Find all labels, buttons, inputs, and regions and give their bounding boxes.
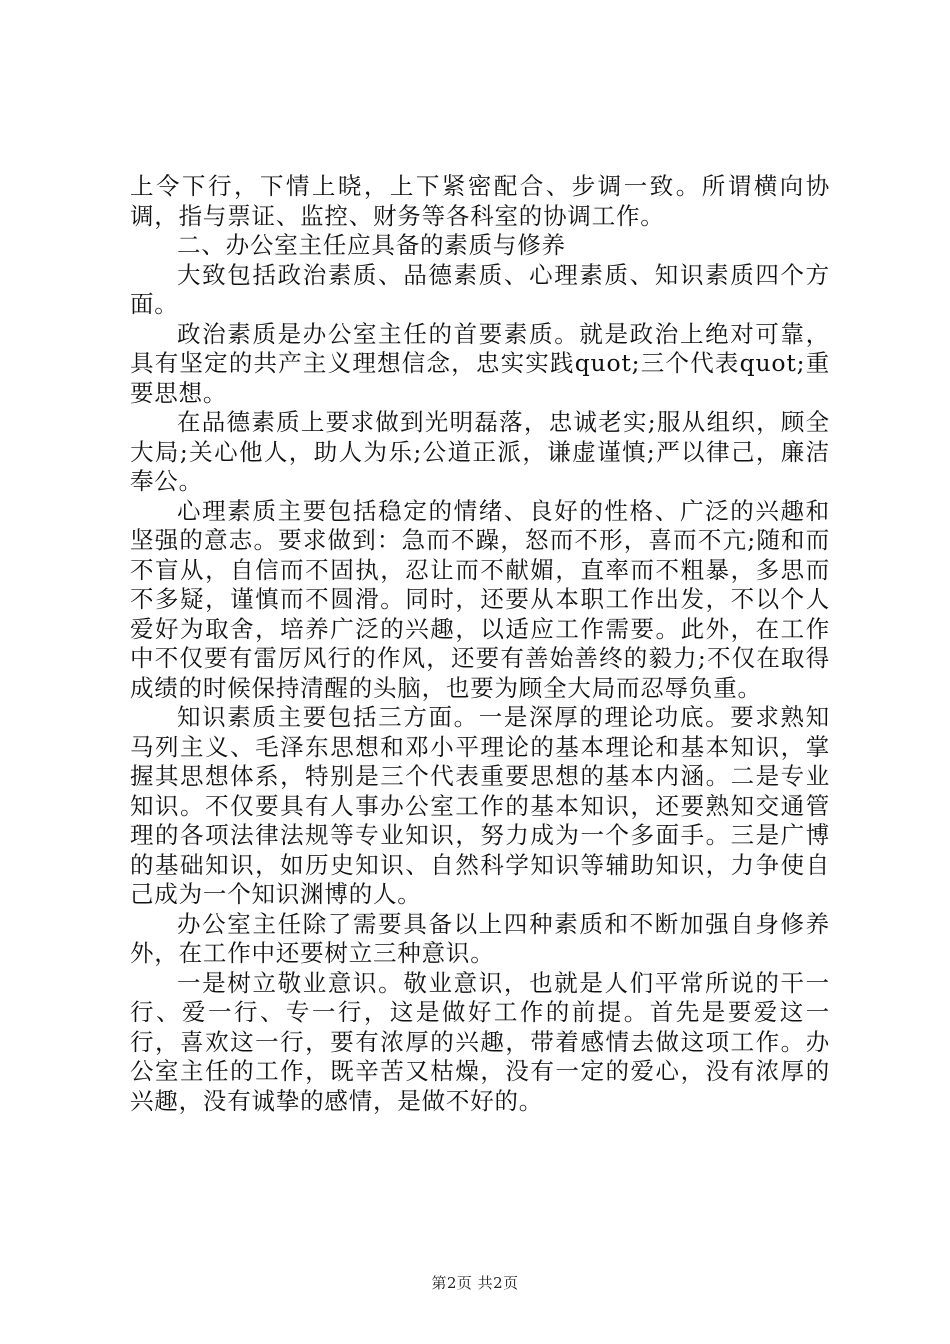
paragraph-continuation: 上令下行，下情上晓，上下紧密配合、步调一致。所谓横向协调，指与票证、监控、财务等各科室的协调工作。: [130, 172, 830, 230]
section-heading: 二、办公室主任应具备的素质与修养: [177, 231, 566, 259]
document-body: [130, 172, 830, 1116]
page-footer: [0, 1272, 950, 1293]
page-number: 第2页 共2页: [431, 1274, 519, 1292]
paragraph: 在品德素质上要求做到光明磊落，忠诚老实;服从组织，顾全大局;关心他人，助人为乐;公道正派，谦虚谨慎;严以律己，廉洁奉公。: [130, 408, 830, 495]
paragraph: 知识素质主要包括三方面。一是深厚的理论功底。要求熟知马列主义、毛泽东思想和邓小平理论的基本理论和基本知识，掌握其思想体系，特别是三个代表重要思想的基本内涵。二是专业知识。不仅要具有人事办公室工作的基本知识，还要熟知交通管理的各项法律法规等专业知识，努力成为一个多面手。三是广博的基础知识，如历史知识、自然科学知识等辅助知识，力争使自己成为一个知识渊博的人。: [130, 703, 830, 908]
paragraph: 一是树立敬业意识。敬业意识，也就是人们平常所说的干一行、爱一行、专一行，这是做好工作的前提。首先是要爱这一行，喜欢这一行，要有浓厚的兴趣，带着感情去做这项工作。办公室主任的工作，既辛苦又枯燥，没有一定的爱心，没有浓厚的兴趣，没有诚挚的感情，是做不好的。: [130, 968, 830, 1115]
paragraph: 心理素质主要包括稳定的情绪、良好的性格、广泛的兴趣和坚强的意志。要求做到：急而不躁，怒而不形，喜而不亢;随和而不盲从，自信而不固执，忍让而不献媚，直率而不粗暴，多思而不多疑，谨慎而不圆滑。同时，还要从本职工作出发，不以个人爱好为取舍，培养广泛的兴趣，以适应工作需要。此外，在工作中不仅要有雷厉风行的作风，还要有善始善终的毅力;不仅在取得成绩的时候保持清醒的头脑，也要为顾全大局而忍辱负重。: [130, 496, 830, 702]
paragraph: 办公室主任除了需要具备以上四种素质和不断加强自身修养外，在工作中还要树立三种意识。: [130, 909, 830, 967]
paragraph: 政治素质是办公室主任的首要素质。就是政治上绝对可靠，具有坚定的共产主义理想信念，忠实实践quot;三个代表quot;重要思想。: [130, 319, 830, 407]
paragraph: 大致包括政治素质、品德素质、心理素质、知识素质四个方面。: [130, 260, 830, 318]
